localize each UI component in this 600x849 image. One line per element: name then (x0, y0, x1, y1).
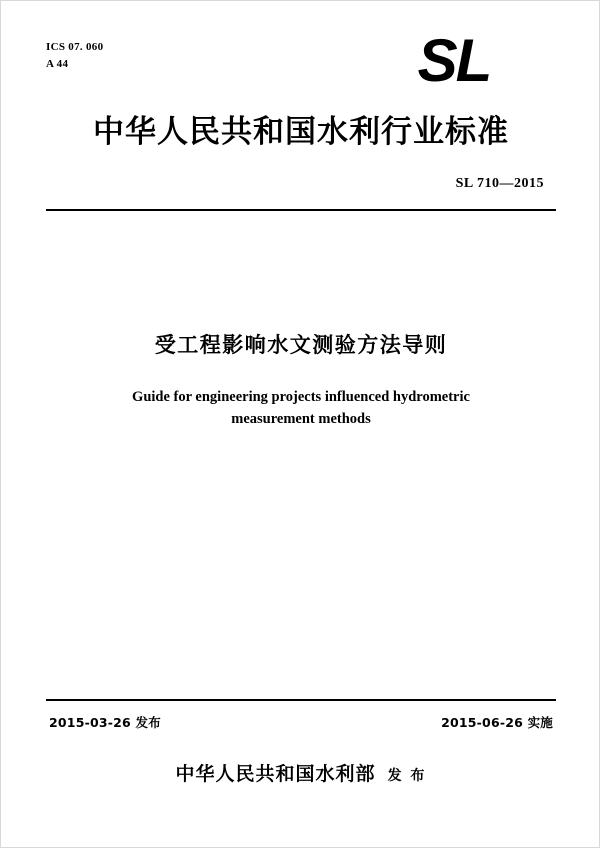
class-code: A 44 (46, 58, 69, 70)
standard-number: SL 710—2015 (455, 176, 544, 191)
cover-content (46, 1, 556, 849)
document-title-en (101, 386, 501, 430)
effective-date: 2015-06-26 实施 (441, 715, 553, 730)
header-divider (46, 209, 556, 211)
sl-logo: SL (417, 27, 491, 94)
standard-series-title: 中华人民共和国水利行业标准 (93, 114, 509, 150)
publisher-issue-label: 发 布 (387, 768, 427, 784)
issue-date: 2015-03-26 发布 (49, 715, 161, 730)
document-title-cn: 受工程影响水文测验方法导则 (154, 333, 448, 357)
footer-divider (46, 699, 556, 701)
ics-code: ICS 07. 060 (46, 41, 104, 53)
publisher-name: 中华人民共和国水利部 (175, 763, 376, 785)
classification-codes (46, 39, 103, 73)
publisher-line (46, 759, 556, 786)
document-title-en-line2: measurement methods (231, 411, 371, 427)
document-title-en-line1: Guide for engineering projects influenced hydrometric (132, 389, 470, 405)
header-row (46, 27, 556, 99)
